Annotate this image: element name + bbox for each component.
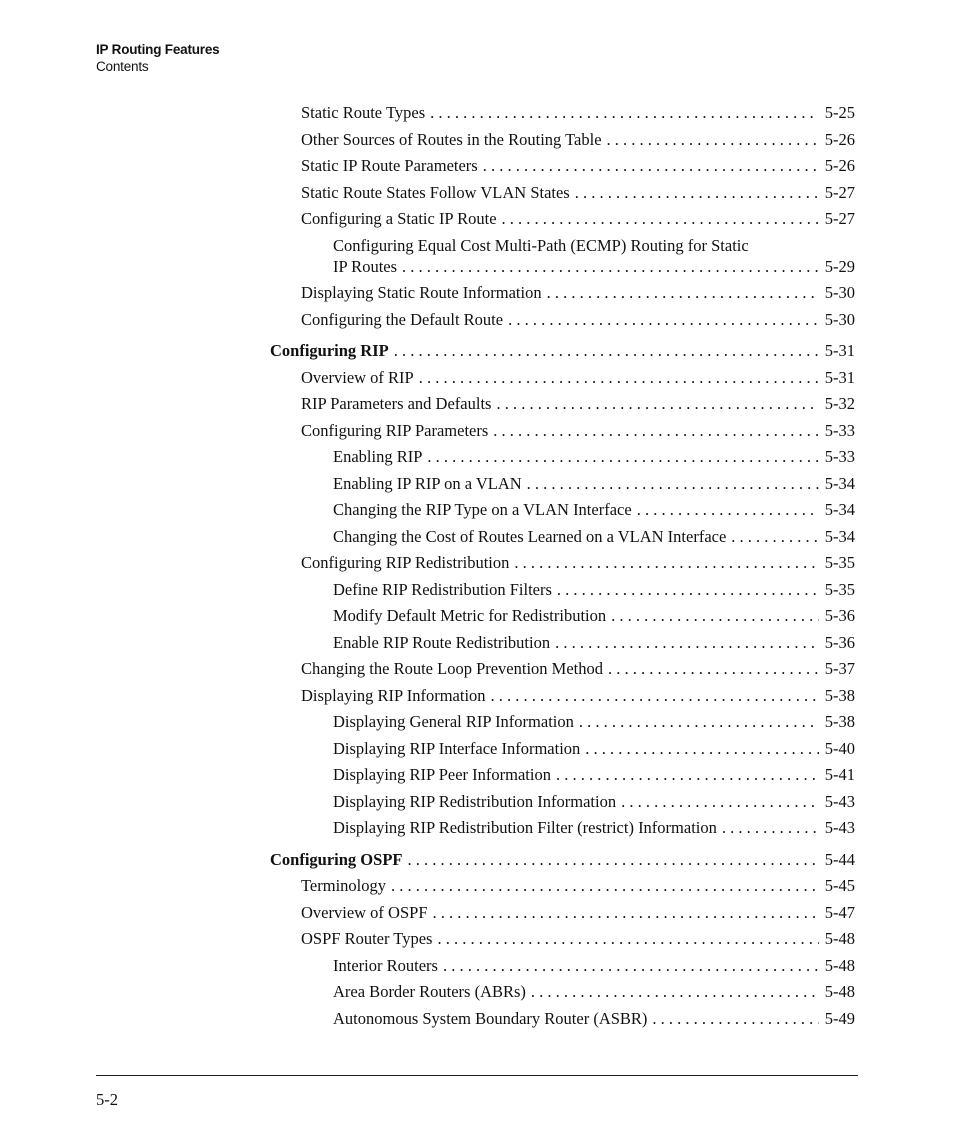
toc-entry-title: Displaying RIP Redistribution Information xyxy=(333,791,617,811)
toc-entry-page: 5-41 xyxy=(824,765,855,784)
toc-entry-page: 5-43 xyxy=(824,791,855,811)
toc-entry-page: 5-30 xyxy=(824,309,855,329)
dot-leader xyxy=(407,849,818,870)
toc-entry-title: Displaying RIP Interface Information xyxy=(333,738,581,758)
toc-entry[interactable] xyxy=(270,340,855,367)
toc-entry[interactable] xyxy=(333,632,855,659)
dot-leader xyxy=(514,552,818,573)
toc-entry-page: 5-36 xyxy=(824,632,855,652)
dot-leader xyxy=(394,340,819,361)
dot-leader xyxy=(557,579,819,600)
toc-entry-title: Enabling RIP xyxy=(333,447,423,466)
toc-entry-page: 5-34 xyxy=(824,526,855,546)
toc-entry-title: Static Route Types xyxy=(301,103,426,122)
dot-leader xyxy=(731,526,818,547)
dot-leader xyxy=(427,446,818,467)
dot-leader xyxy=(419,367,819,388)
toc-entry[interactable] xyxy=(301,420,855,447)
toc-entry[interactable] xyxy=(333,605,855,632)
toc-entry-title: Displaying RIP Redistribution Filter (restrict) Information xyxy=(333,818,717,837)
toc-entry-page: 5-38 xyxy=(824,712,855,731)
toc-entry-title: Displaying General RIP Information xyxy=(333,712,574,731)
toc-entry-page: 5-47 xyxy=(824,902,855,922)
toc-entry-page: 5-35 xyxy=(824,553,855,572)
dot-leader xyxy=(652,1008,818,1029)
dot-leader xyxy=(496,393,818,414)
toc-entry-title: Displaying RIP Peer Information xyxy=(333,765,551,784)
dot-leader xyxy=(637,499,819,520)
toc-entry-page: 5-26 xyxy=(824,129,855,149)
toc-entry-page: 5-43 xyxy=(824,818,855,837)
toc-entry-title: Autonomous System Boundary Router (ASBR) xyxy=(333,1008,648,1028)
toc-entry[interactable] xyxy=(301,875,855,902)
toc-entry[interactable] xyxy=(333,791,855,818)
toc-entry[interactable] xyxy=(301,552,855,579)
header-title: IP Routing Features xyxy=(96,42,220,57)
toc-entry[interactable] xyxy=(333,235,855,277)
toc-entry-page: 5-38 xyxy=(824,685,855,705)
toc-entry[interactable] xyxy=(301,928,855,955)
toc-entry-title: Static IP Route Parameters xyxy=(301,156,478,175)
dot-leader xyxy=(608,658,819,679)
toc-entry[interactable] xyxy=(333,817,855,844)
toc-entry-page: 5-48 xyxy=(824,982,855,1001)
toc-entry[interactable] xyxy=(301,282,855,309)
toc-entry-page: 5-44 xyxy=(824,849,855,869)
toc-entry[interactable] xyxy=(333,711,855,738)
toc-entry-page: 5-48 xyxy=(824,955,855,975)
toc-entry[interactable] xyxy=(301,208,855,235)
toc-entry-title: Enabling IP RIP on a VLAN xyxy=(333,473,522,493)
toc-entry-page: 5-33 xyxy=(824,447,855,466)
toc-entry[interactable] xyxy=(333,738,855,765)
dot-leader xyxy=(502,208,819,229)
dot-leader xyxy=(611,605,819,626)
toc-entry[interactable] xyxy=(333,526,855,553)
toc-entry[interactable] xyxy=(333,446,855,473)
toc-entry-page: 5-40 xyxy=(824,738,855,758)
toc-entry[interactable] xyxy=(301,902,855,929)
toc-entry[interactable] xyxy=(270,849,855,876)
toc-entry-page: 5-35 xyxy=(824,579,855,599)
toc-entry-page: 5-37 xyxy=(824,659,855,678)
toc-entry-title: Modify Default Metric for Redistribution xyxy=(333,606,607,625)
toc-entry-title: Configuring OSPF xyxy=(270,849,403,869)
toc-entry-page: 5-27 xyxy=(824,209,855,228)
toc-entry-title: Configuring RIP Redistribution xyxy=(301,553,510,572)
toc-entry-page: 5-45 xyxy=(824,876,855,895)
toc-entry[interactable] xyxy=(333,1008,855,1035)
toc-entry-title: OSPF Router Types xyxy=(301,929,433,948)
toc-entry-title: Terminology xyxy=(301,876,386,895)
dot-leader xyxy=(531,981,819,1002)
toc-entry-title-continued: IP Routes xyxy=(333,256,398,276)
toc-entry-title: Configuring a Static IP Route xyxy=(301,209,497,228)
dot-leader xyxy=(430,102,819,123)
toc-entry-title: Configuring RIP Parameters xyxy=(301,420,489,440)
toc-entry-page: 5-48 xyxy=(824,929,855,948)
toc-entry[interactable] xyxy=(333,499,855,526)
toc-entry[interactable] xyxy=(301,129,855,156)
toc-entry-title: Displaying Static Route Information xyxy=(301,283,542,302)
toc-entry[interactable] xyxy=(301,102,855,129)
toc-entry[interactable] xyxy=(301,155,855,182)
dot-leader xyxy=(391,875,819,896)
page-number: 5-2 xyxy=(96,1090,118,1109)
toc-entry[interactable] xyxy=(301,685,855,712)
header-subtitle: Contents xyxy=(96,59,149,74)
toc-entry[interactable] xyxy=(333,955,855,982)
toc-entry-title: Enable RIP Route Redistribution xyxy=(333,632,551,652)
toc-entry-title: Area Border Routers (ABRs) xyxy=(333,982,526,1001)
dot-leader xyxy=(402,256,819,277)
toc-entry-page: 5-49 xyxy=(824,1008,855,1028)
toc-entry-title: Changing the Cost of Routes Learned on a VLAN Interface xyxy=(333,526,727,546)
toc-entry-page: 5-26 xyxy=(824,156,855,175)
toc-entry[interactable] xyxy=(301,367,855,394)
toc-entry[interactable] xyxy=(333,764,855,791)
toc-entry-page: 5-34 xyxy=(824,500,855,519)
toc-entry-page: 5-31 xyxy=(824,341,855,360)
toc-entry-title: Configuring the Default Route xyxy=(301,309,504,329)
toc-entry-page: 5-34 xyxy=(824,473,855,493)
toc-entry-page: 5-25 xyxy=(824,103,855,122)
toc-entry[interactable] xyxy=(301,182,855,209)
toc-entry-page: 5-33 xyxy=(824,420,855,440)
toc-entry-page: 5-29 xyxy=(824,256,855,276)
toc-entry[interactable] xyxy=(301,658,855,685)
toc-entry-page: 5-30 xyxy=(824,283,855,302)
dot-leader xyxy=(621,791,819,812)
dot-leader xyxy=(575,182,819,203)
toc-entry-page: 5-27 xyxy=(824,182,855,202)
dot-leader xyxy=(722,817,819,838)
dot-leader xyxy=(493,420,818,441)
toc-entry-page: 5-32 xyxy=(824,394,855,413)
toc-entry-title: Define RIP Redistribution Filters xyxy=(333,579,552,599)
toc-entry[interactable] xyxy=(301,393,855,420)
running-header xyxy=(96,41,219,75)
table-of-contents xyxy=(270,102,855,1034)
toc-entry-title: Changing the RIP Type on a VLAN Interface xyxy=(333,500,632,519)
dot-leader xyxy=(443,955,819,976)
toc-entry-title: Static Route States Follow VLAN States xyxy=(301,182,570,202)
toc-entry-title: Configuring Equal Cost Multi-Path (ECMP) Routing for Static xyxy=(333,235,749,255)
dot-leader xyxy=(508,309,819,330)
toc-entry[interactable] xyxy=(333,579,855,606)
dot-leader xyxy=(527,473,819,494)
toc-entry-title: Changing the Route Loop Prevention Method xyxy=(301,659,604,678)
toc-entry-page: 5-36 xyxy=(824,606,855,625)
dot-leader xyxy=(579,711,819,732)
toc-entry-title: Interior Routers xyxy=(333,955,438,975)
toc-entry[interactable] xyxy=(333,473,855,500)
dot-leader xyxy=(437,928,818,949)
toc-entry-continuation xyxy=(333,256,855,277)
dot-leader xyxy=(547,282,819,303)
footer-rule xyxy=(96,1075,858,1076)
toc-entry-page: 5-31 xyxy=(824,367,855,387)
toc-entry-title: Other Sources of Routes in the Routing Table xyxy=(301,129,602,149)
toc-entry-title: Overview of RIP xyxy=(301,367,414,387)
dot-leader xyxy=(483,155,819,176)
toc-entry-title: Configuring RIP xyxy=(270,341,389,360)
dot-leader xyxy=(556,764,819,785)
dot-leader xyxy=(555,632,819,653)
toc-entry-title: Overview of OSPF xyxy=(301,902,428,922)
dot-leader xyxy=(491,685,819,706)
dot-leader xyxy=(433,902,819,923)
toc-entry-title: RIP Parameters and Defaults xyxy=(301,394,492,413)
toc-entry[interactable] xyxy=(333,981,855,1008)
toc-entry-title: Displaying RIP Information xyxy=(301,685,486,705)
dot-leader xyxy=(585,738,818,759)
dot-leader xyxy=(607,129,819,150)
toc-entry[interactable] xyxy=(301,309,855,336)
